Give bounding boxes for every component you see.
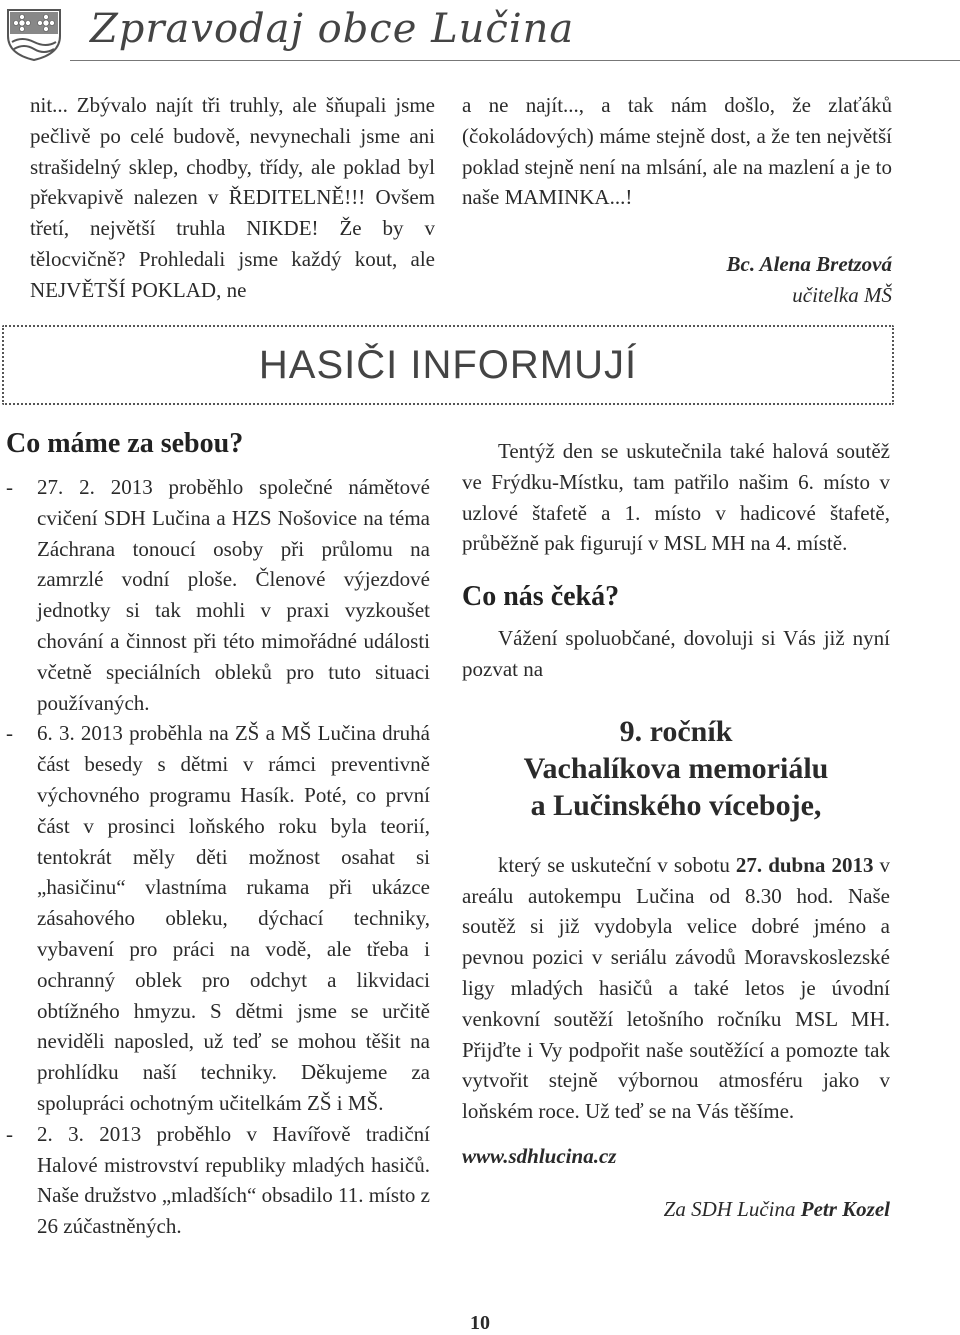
list-item-text: 2. 3. 2013 proběhlo v Havířově tradiční Halové mistrovství republiky mladých hasičů. Naše družstvo „mladších“ obsadilo 11. místo z 26 zúčastněných.	[37, 1121, 430, 1239]
website-link[interactable]: www.sdhlucina.cz	[462, 1143, 617, 1168]
article-continuation-left	[30, 90, 435, 306]
left-column	[6, 426, 430, 1242]
author-name: Bc. Alena Bretzová	[726, 252, 892, 277]
newsletter-title: Zpravodaj obce Lučina	[90, 6, 575, 52]
invitation-text: Vážení spoluobčané, dovoluji si Vás již nyní pozvat na	[462, 626, 890, 681]
list-item	[6, 718, 430, 1118]
list-item	[6, 472, 430, 718]
list-item	[6, 1119, 430, 1242]
section-heading-future: Co nás čeká?	[462, 581, 620, 613]
event-title-line: a Lučinského víceboje,	[530, 788, 822, 822]
page-header	[0, 0, 960, 68]
list-dash: -	[6, 721, 13, 746]
list-item-text: 6. 3. 2013 proběhla na ZŠ a MŠ Lučina druhá část besedy s dětmi v rámci preventivně výchovného programu Hasík. Poté, co první část v prosinci loňského roku byla teorií, tentokrát měly děti možnost osahat si „hasičinu“ vlastníma rukama při ukázce zásahového obleku, dýchací techniky, vybavení pro práci na vodě, ale třeba i ochranný oblek pro odchyt a likvidaci obtížného hmyzu. S dětmi jsme se určitě neviděli naposled, už teď se mohou těšit na prohlídku naší techniky. Děkujeme za spolupráci ochotným učitelkám ZŠ i MŠ.	[37, 721, 430, 1115]
list-dash: -	[6, 1121, 13, 1146]
section-heading-past: Co máme za sebou?	[6, 428, 244, 459]
header-rule	[70, 60, 960, 61]
article-text: a ne najít..., a tak nám došlo, že zlaťáků (čokoládových) máme stejně dost, a že ten největší poklad stejně není na mlsání, ale na mazlení a je to naše MAMINKA...!	[462, 93, 892, 210]
event-description: který se uskuteční v sobotu 27. dubna 2013 v areálu autokempu Lučina od 8.30 hod. Naše soutěž si již vydobyla velice dobré jméno a pevnou pozici v seriálu závodů Moravskoslezské ligy mladých hasičů a také letos je úvodní venkovní soutěží letošního ročníku MSL MH. Přijďte i Vy podpořit naše soutěžící a pomozte tak vytvořit stejně výbornou atmosféru jako v loňském roce. Už teď se na Vás těšíme.	[462, 852, 891, 1124]
list-item-text: 27. 2. 2013 proběhlo společné námětové cvičení SDH Lučina a HZS Nošovice na téma Záchrana tonoucí osoby při průlomu na zamrzlé vodní ploše. Členové výjezdové jednotky si tak mohli v praxi vyzkoušet chování a činnost při této mimořádné události včetně speciálních obleků pro tuto situaci používaných.	[37, 475, 430, 715]
spacer	[462, 213, 892, 249]
list-dash: -	[6, 475, 13, 499]
section-banner	[2, 325, 894, 405]
event-date: 27. dubna 2013	[735, 852, 874, 877]
article-text: nit... Zbývalo najít tři truhly, ale šňupali jsme pečlivě po celé budově, nevynechali jsme ani strašidelný sklep, chodby, třídy, ale poklad byl překvapivě nalezen v ŘEDITELNĚ!!! Ovšem třetí, největší truhla NIKDE! Že by v tělocvičně? Prohledali jsme každý kout, ale NEJVĚTŠÍ POKLAD, ne	[30, 93, 435, 302]
event-title	[462, 713, 890, 824]
article-continuation-right	[462, 90, 892, 311]
competition-result-text: Tentýž den se uskutečnila také halová soutěž ve Frýdku-Místku, tam patřilo našim 6. místo v uzlové štafetě a 1. místo v hadicové štafetě, průběžně pak figurují v MSL MH na 4. místě.	[462, 439, 890, 556]
event-title-line: 9. ročník	[619, 714, 733, 748]
signature-name: Petr Kozel	[800, 1196, 890, 1221]
event-title-line: Vachalíkova memoriálu	[523, 751, 829, 785]
section-title: HASIČI INFORMUJÍ	[258, 343, 638, 387]
signature: Za SDH Lučina Petr Kozel	[663, 1196, 890, 1221]
author-role: učitelka MŠ	[792, 282, 892, 307]
right-column	[462, 436, 890, 1225]
municipal-crest-icon	[4, 6, 64, 62]
page-number: 10	[470, 1312, 490, 1334]
